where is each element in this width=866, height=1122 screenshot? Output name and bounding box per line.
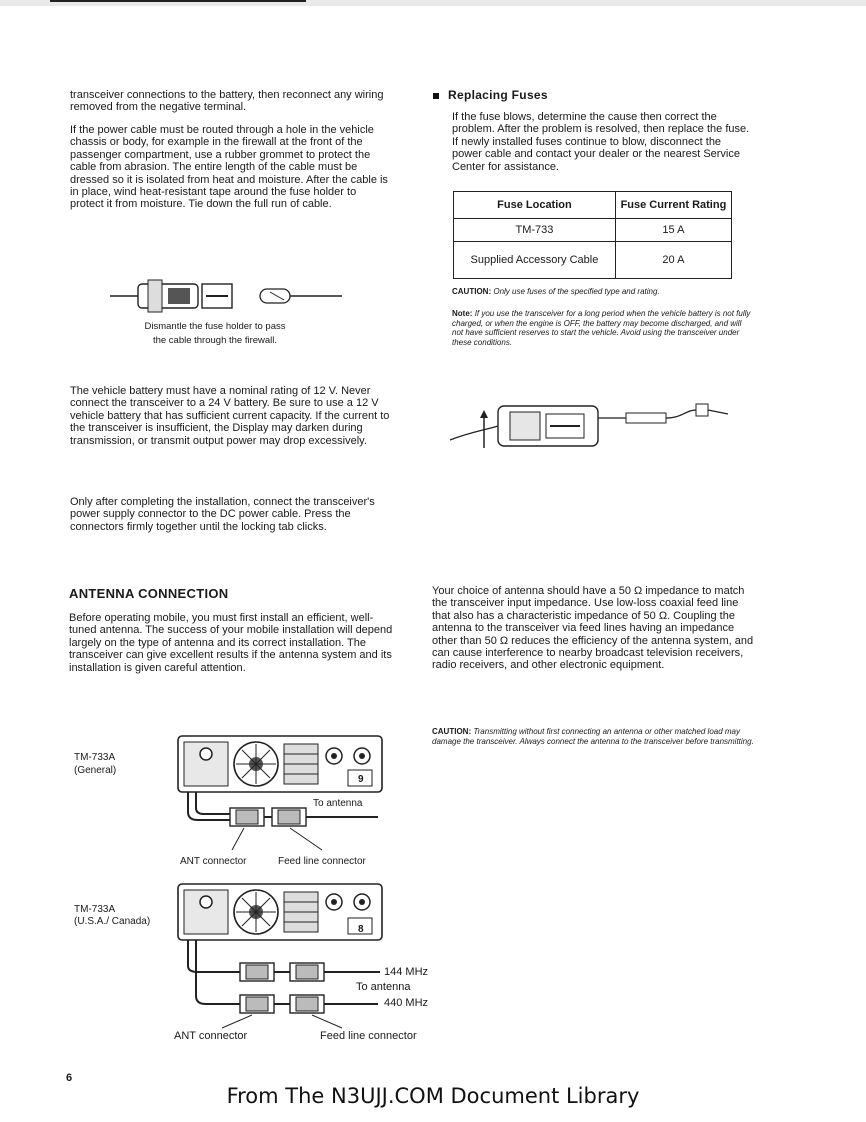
general-ant-connector-label: ANT connector — [180, 856, 247, 867]
table-header-row — [454, 192, 732, 219]
replacing-fuses-heading — [433, 88, 548, 102]
fuse-table — [453, 191, 732, 279]
fuse-caption-line-2: the cable through the firewall. — [152, 335, 278, 346]
caution-fuse — [452, 287, 752, 297]
caution-antenna-text: Transmitting without first connecting an antenna or other matched load may damage the transceiver. Always connect the antenna to the transceiver before transmitting. — [432, 727, 754, 746]
general-rear-panel-diagram — [172, 730, 392, 860]
left-para-2: If the power cable must be routed through a hole in the vehicle chassis or body, for example in the firewall at the front of the passenger compartment, use a rubber grommet to protect the cable from abrasion. The entire length of the cable must be dressed so it is isolated from heat and moisture. After the cable is in place, wind heat-resistant tape around the fuse holder to protect it from moisture. Tie down the full run of cable. — [70, 124, 388, 211]
general-panel-number: 9 — [358, 774, 364, 785]
note-text: If you use the transceiver for a long period when the vehicle battery is not fully charged, or when the engine is OFF, the battery may become discharged, and will not have sufficient reserves to start the vehicle. Avoid using the transceiver under these conditions. — [452, 309, 751, 347]
fuse-caption-line-1: Dismantle the fuse holder to pass — [144, 321, 286, 332]
table-row — [454, 242, 732, 279]
usa-to-antenna-label: To antenna — [356, 981, 411, 993]
usa-model-label: TM-733A — [74, 904, 116, 915]
replacing-fuses-label: Replacing Fuses — [448, 88, 548, 102]
usa-rear-panel-diagram — [172, 878, 412, 1028]
usa-144-label: 144 MHz — [384, 966, 429, 978]
fuse-cable-illustration — [450, 392, 740, 462]
table-row — [454, 219, 732, 242]
table-cell-rating: 15 A — [615, 219, 731, 242]
top-rule — [50, 0, 306, 2]
general-variant-label: (General) — [74, 765, 117, 776]
bullet-icon — [433, 93, 439, 99]
page-number: 6 — [66, 1072, 73, 1084]
left-para-3: The vehicle battery must have a nominal rating of 12 V. Never connect the transceiver to a 24 V battery. Be sure to use a 12 V vehicle battery that has sufficient current capacity. If the current to the transceiver is insufficient, the Display may darken during transmission, or transmit output power may drop excessively. — [70, 385, 390, 447]
general-to-antenna-label: To antenna — [313, 798, 363, 809]
usa-440-label: 440 MHz — [384, 997, 429, 1009]
caution-fuse-label: CAUTION: — [452, 287, 492, 296]
table-cell-location: Supplied Accessory Cable — [454, 242, 616, 279]
caution-fuse-text: Only use fuses of the specified type and rating. — [493, 287, 660, 296]
caution-antenna — [432, 727, 754, 746]
library-footer: From The N3UJJ.COM Document Library — [226, 1084, 640, 1108]
left-para-4: Only after completing the installation, connect the transceiver's power supply connector to the DC power cable. Press the connectors firmly together until the locking tab clicks. — [70, 496, 375, 533]
impedance-para: Your choice of antenna should have a 50 Ω impedance to match the transceiver input impedance. Use low-loss coaxial feed line that also has a characteristic impedance of 50 Ω. Coupling the antenna to the transceiver via feed lines having an impedance other than 50 Ω reduces the efficiency of the antenna system, and can cause interference to nearby broadcast television receivers, radio receivers, and other electronic equipment. — [432, 585, 754, 672]
usa-feed-line-label: Feed line connector — [320, 1030, 417, 1042]
fuse-holder-illustration — [110, 278, 350, 314]
general-model-label: TM-733A — [74, 752, 116, 763]
note-label: Note: — [452, 309, 473, 318]
caution-antenna-label: CAUTION: — [432, 727, 472, 736]
antenna-heading: ANTENNA CONNECTION — [69, 586, 229, 601]
table-header-location: Fuse Location — [454, 192, 616, 219]
note-battery — [452, 309, 752, 347]
usa-ant-connector-label: ANT connector — [174, 1030, 248, 1042]
fuse-para: If the fuse blows, determine the cause then correct the problem. After the problem is resolved, then replace the fuse. If newly installed fuses continue to blow, disconnect the power cable and contact your dealer or the nearest Service Center for assistance. — [452, 111, 750, 173]
general-feed-line-label: Feed line connector — [278, 856, 366, 867]
antenna-para: Before operating mobile, you must first install an efficient, well-tuned antenna. The success of your mobile installation will depend largely on the type of antenna and its correct installation. The transceiver can give excellent results if the antenna system and its installation is given careful attention. — [69, 612, 393, 674]
usa-variant-label: (U.S.A./ Canada) — [74, 916, 151, 927]
table-cell-location: TM-733 — [454, 219, 616, 242]
usa-panel-number: 8 — [358, 924, 364, 935]
table-cell-rating: 20 A — [615, 242, 731, 279]
left-para-1: transceiver connections to the battery, then reconnect any wiring removed from the negative terminal. — [70, 89, 384, 114]
table-header-rating: Fuse Current Rating — [615, 192, 731, 219]
